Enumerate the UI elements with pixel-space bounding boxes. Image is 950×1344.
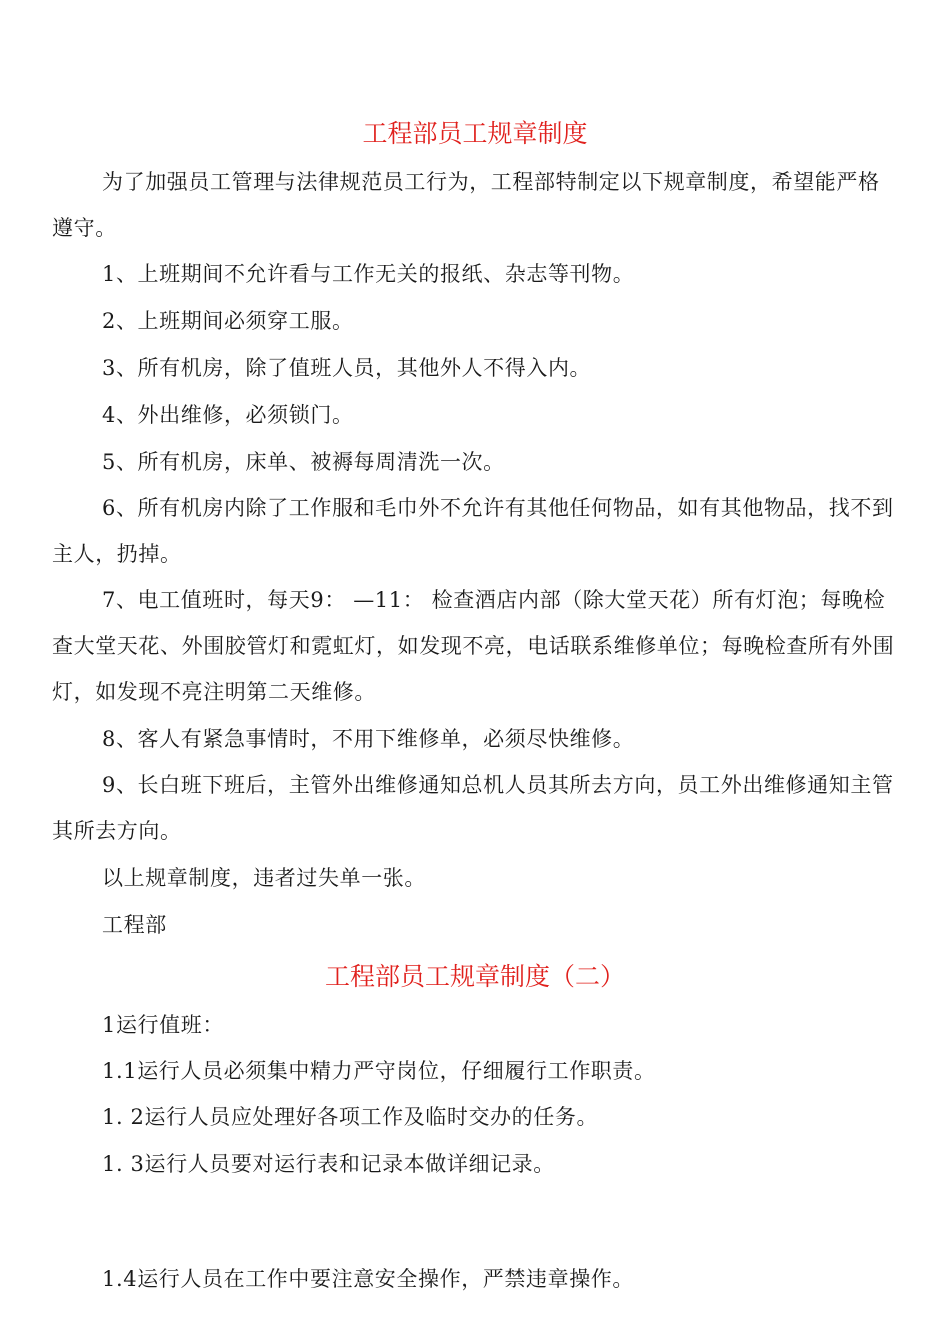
rule-9: 9、长白班下班后，主管外出维修通知总机人员其所去方向，员工外出维修通知主管其所去方向。 bbox=[52, 773, 894, 843]
section2-title: 工程部员工规章制度（二） bbox=[324, 962, 625, 991]
rule-4: 4、外出维修，必须锁门。 bbox=[102, 403, 354, 427]
rule-3: 3、所有机房，除了值班人员，其他外人不得入内。 bbox=[102, 356, 592, 380]
section1-title: 工程部员工规章制度 bbox=[362, 119, 588, 148]
rule-6: 6、所有机房内除了工作服和毛巾外不允许有其他任何物品，如有其他物品，找不到主人，扔掉。 bbox=[52, 496, 894, 566]
item-1-3: 1. 3运行人员要对运行表和记录本做详细记录。 bbox=[102, 1152, 555, 1176]
item-1-1: 1.1运行人员必须集中精力严守岗位，仔细履行工作职责。 bbox=[102, 1059, 656, 1083]
item-1-2: 1. 2运行人员应处理好各项工作及临时交办的任务。 bbox=[102, 1105, 599, 1129]
rule-8: 8、客人有紧急事情时，不用下维修单，必须尽快维修。 bbox=[102, 727, 635, 751]
signature: 工程部 bbox=[102, 913, 167, 937]
rule-2: 2、上班期间必须穿工服。 bbox=[102, 309, 354, 333]
item-1-4: 1.4运行人员在工作中要注意安全操作，严禁违章操作。 bbox=[102, 1267, 634, 1291]
item-1: 1运行值班： bbox=[102, 1013, 224, 1037]
rule-7: 7、电工值班时，每天9： —11： 检查酒店内部（除大堂天花）所有灯泡；每晚检查大堂天花、外围胶管灯和霓虹灯，如发现不亮，电话联系维修单位；每晚检查所有外围灯，如发现不亮注明第二天维修。 bbox=[52, 588, 895, 704]
closing-statement: 以上规章制度，违者过失单一张。 bbox=[102, 866, 426, 890]
rule-5: 5、所有机房，床单、被褥每周清洗一次。 bbox=[102, 450, 505, 474]
rule-1: 1、上班期间不允许看与工作无关的报纸、杂志等刊物。 bbox=[102, 262, 635, 286]
section1-intro: 为了加强员工管理与法律规范员工行为，工程部特制定以下规章制度，希望能严格遵守。 bbox=[52, 170, 880, 240]
